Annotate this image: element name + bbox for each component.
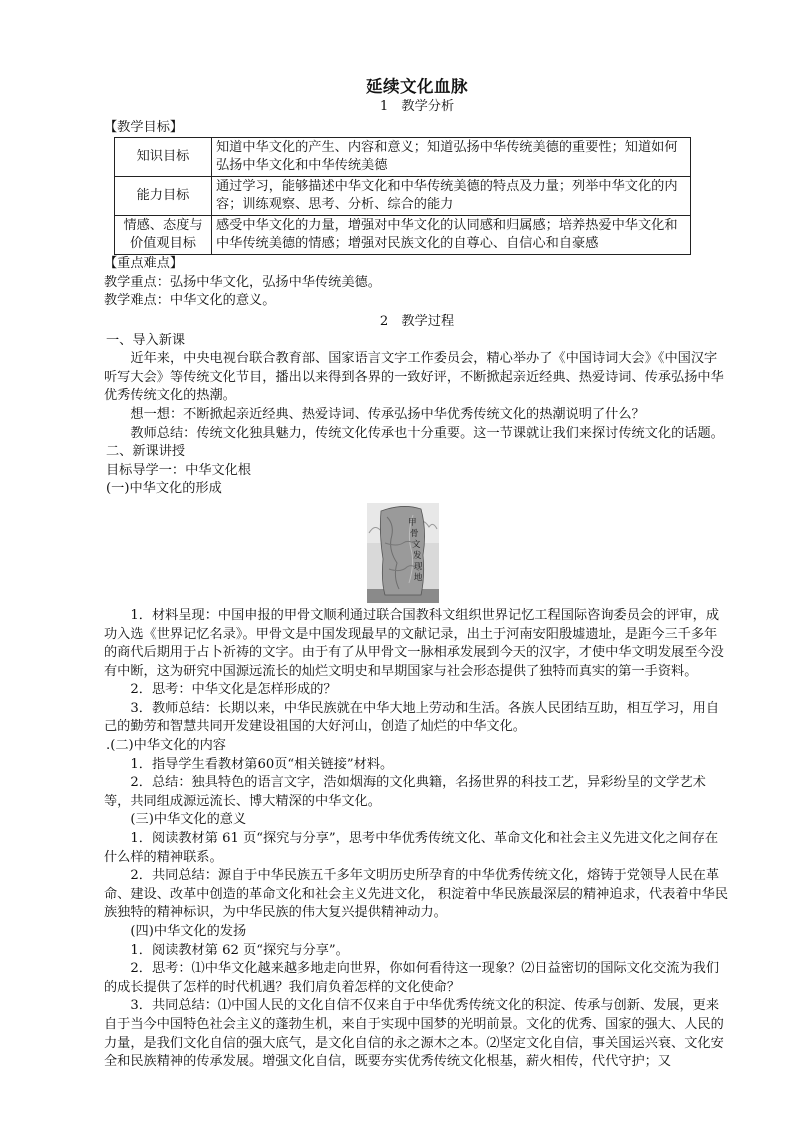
paragraph: 想一想：不断掀起亲近经典、热爱诗词、传承弘扬中华优秀传统文化的热潮说明了什么？: [130, 406, 645, 422]
document-title: 延续文化血脉: [366, 77, 468, 96]
stele-inscription: 甲: [408, 517, 417, 528]
paragraph: 1．指导学生看教材第60页“相关链接”材料。: [130, 756, 394, 772]
stele-illustration: [367, 503, 439, 603]
paragraph: 2．共同总结：源自于中华民族五千多年文明历史所孕育的中华优秀传统文化，熔铸于党领导人民在革命、建设、改革中创造的革命文化和社会主义先进文化， 积淀着中华民族最深层的精神追求，代表着中华民族独特的精神标识，为中华民族的伟大复兴提供精神动力。: [104, 868, 729, 921]
paragraph: 1．阅读教材第 61 页“探究与分享”，思考中华优秀传统文化、革命文化和社会主义先进文化之间存在什么样的精神联系。: [104, 831, 719, 865]
objective-label: 知识目标: [115, 138, 212, 177]
paragraph: 3．共同总结：⑴中国人民的文化自信不仅来自于中华优秀传统文化的积淀、传承与创新、发展，更来自于当今中国特色社会主义的蓬勃生机，来自于实现中国梦的光明前景。文化的优秀、国家的强大、人民的力量，是我们文化自信的强大底气，是文化自信的永之源木之本。⑵坚定文化自信，事关国运兴衰、文化安全和民族精神的传承发展。增强文化自信，既要夯实优秀传统文化根基，薪火相传，代代守护；又: [104, 998, 724, 1070]
teaching-difficulty: 教学难点：中华文化的意义。: [104, 293, 276, 309]
table-row: [115, 138, 691, 177]
paragraph: 近年来，中央电视台联合教育部、国家语言文字工作委员会，精心举办了《中国诗词大会》《中国汉字听写大会》等传统文化节目，播出以来得到各界的一致好评，不断掀起亲近经典、热爱诗词、传承弘扬中华优秀传统文化的热潮。: [104, 351, 724, 404]
paragraph: 教师总结：传统文化独具魅力，传统文化传承也十分重要。这一节课就让我们来探讨传统文化的话题。: [130, 425, 724, 441]
sub-heading: .(二)中华文化的内容: [106, 738, 226, 754]
intro-heading: 一、导入新课: [106, 332, 186, 348]
goal-heading: 目标导学一：中华文化根: [106, 462, 252, 478]
sub-heading: (一)中华文化的形成: [106, 481, 222, 497]
objectives-heading: 【教学目标】: [104, 119, 184, 135]
objective-content: 通过学习，能够描述中华文化和中华传统美德的特点及力量；列举中华文化的内容；训练观察、思考、分析、综合的能力: [212, 177, 691, 216]
section-heading-analysis: 1 教学分析: [379, 99, 455, 114]
teaching-keypoint: 教学重点：弘扬中华文化，弘扬中华传统美德。: [104, 274, 381, 290]
paragraph: 3．教师总结：长期以来，中华民族就在中华大地上劳动和生活。各族人民团结互助，相互学习，用自己的勤劳和智慧共同开发建设祖国的大好河山，创造了灿烂的中华文化。: [104, 700, 720, 735]
paragraph: 1．阅读教材第 62 页“探究与分享”。: [130, 942, 349, 958]
table-row: [115, 177, 691, 216]
objective-label: 能力目标: [115, 177, 212, 216]
svg-text:骨: 骨: [410, 528, 419, 539]
sub-heading: (四)中华文化的发扬: [130, 924, 247, 939]
keypoints-heading: 【重点难点】: [104, 256, 184, 272]
section-heading-process: 2 教学过程: [379, 313, 455, 329]
paragraph: 2．思考：⑴中华文化越来越多地走向世界，你如何看待这一现象？⑵日益密切的国际文化交流为我们的成长提供了怎样的时代机遇？我们肩负着怎样的文化使命？: [104, 961, 720, 995]
paragraph: 2．思考：中华文化是怎样形成的？: [130, 682, 337, 698]
paragraph: 2．总结：独具特色的语言文字，浩如烟海的文化典籍，名扬世界的科技工艺，异彩纷呈的文学艺术等，共同组成源远流长、博大精深的中华文化。: [104, 775, 706, 809]
new-lesson-heading: 二、新课讲授: [106, 444, 186, 460]
svg-text:地: 地: [414, 572, 423, 583]
sub-heading: (三)中华文化的意义: [130, 812, 247, 828]
paragraph: 1．材料呈现：中国申报的甲骨文顺利通过联合国教科文组织世界记忆工程国际咨询委员会的评审，成功入选《世界记忆名录》。甲骨文是中国发现最早的文献记录，出土于河南安阳殷墟遗址，是距今三千多年的商代后期用于占卜祈祷的文字。由于有了从甲骨文一脉相承发展到今天的汉字，才使中华文明发展至今没有中断，这为研究中国源远流长的灿烂文明史和早期国家与社会形态提供了独特而真实的第一手资料。: [104, 607, 724, 679]
objectives-table: [114, 137, 691, 255]
svg-text:文: 文: [412, 539, 421, 550]
svg-text:现: 现: [414, 561, 423, 572]
objective-label: 情感、态度与价值观目标: [115, 216, 212, 255]
objective-content: 感受中华文化的力量，增强对中华文化的认同感和归属感；培养热爱中华文化和中华传统美德的情感；增强对民族文化的自尊心、自信心和自豪感: [212, 216, 691, 255]
document-page: [104, 76, 730, 1072]
table-row: [115, 216, 691, 255]
oracle-bone-stele-image: [367, 503, 439, 603]
svg-text:发: 发: [413, 550, 422, 561]
objective-content: 知道中华文化的产生、内容和意义；知道弘扬中华传统美德的重要性；知道如何弘扬中华文化和中华传统美德: [212, 138, 691, 177]
